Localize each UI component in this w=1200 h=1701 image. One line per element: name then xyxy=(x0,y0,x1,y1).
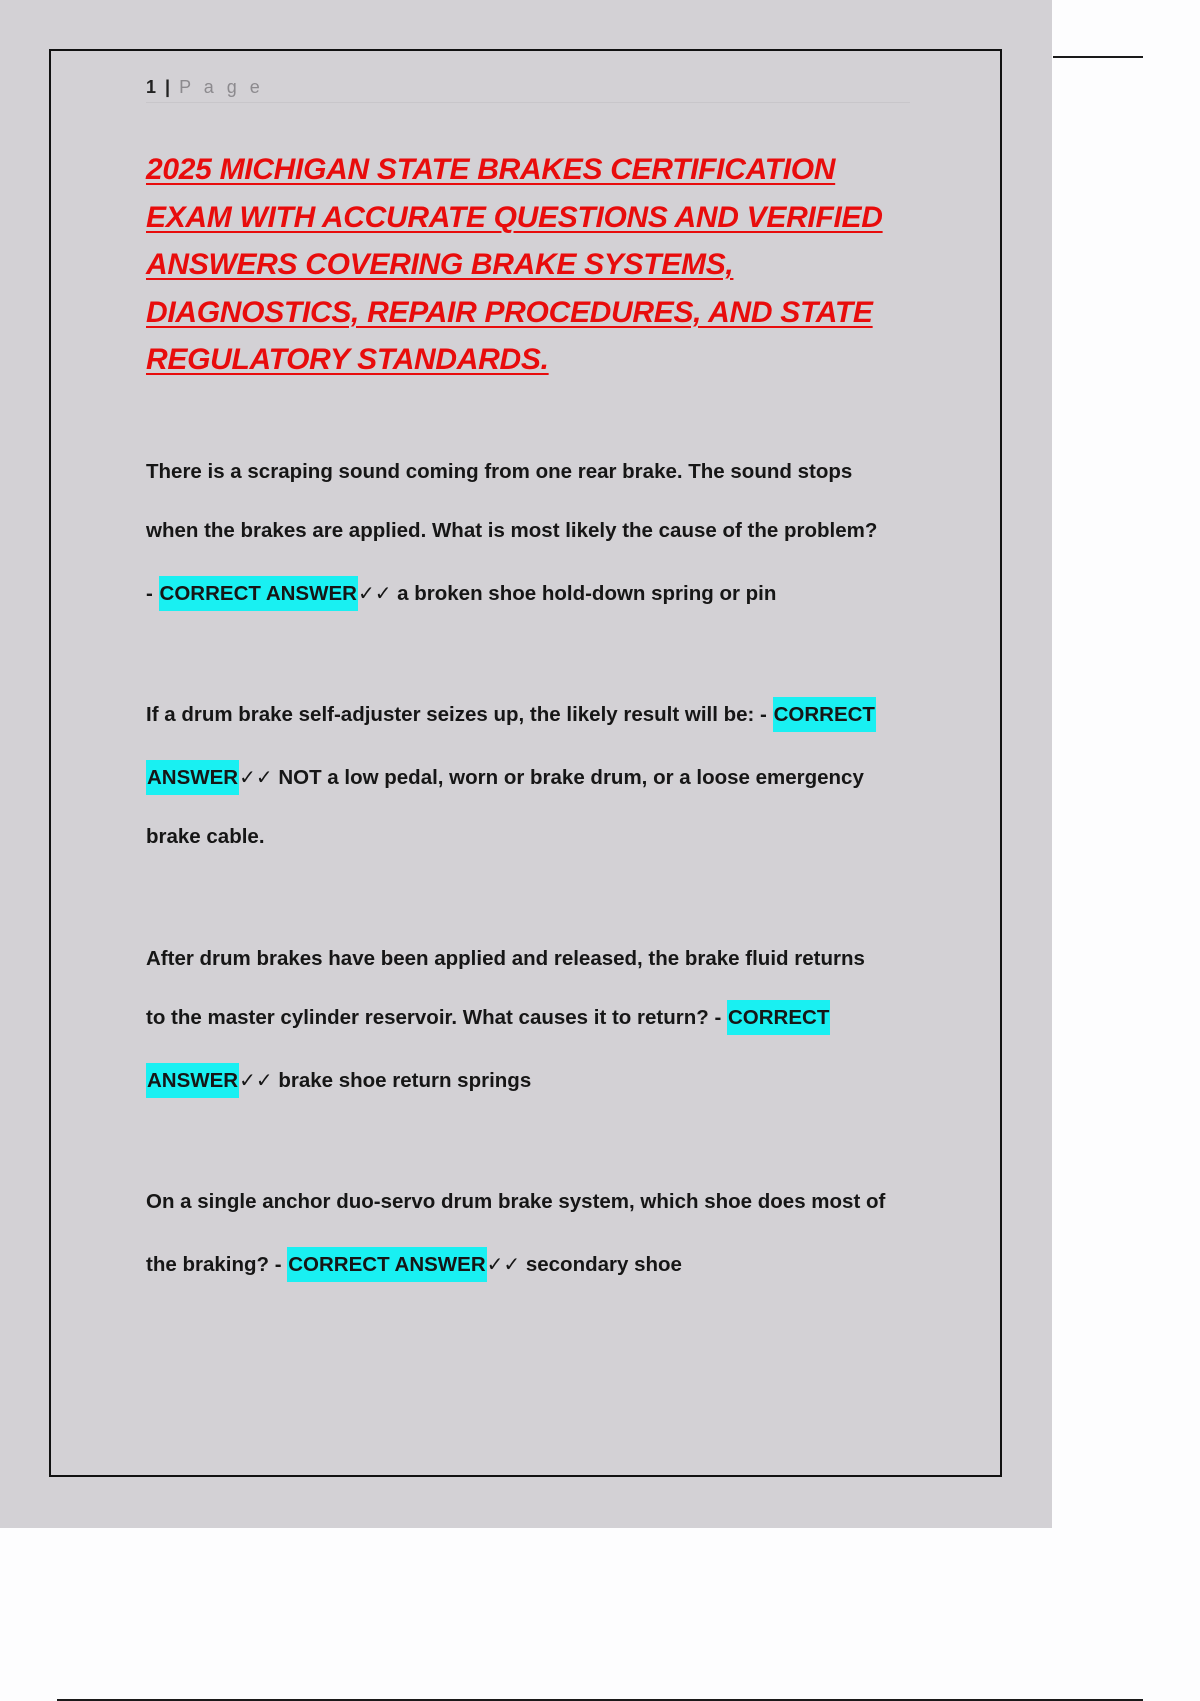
question-text: On a single anchor duo-servo drum brake system, which shoe does most of xyxy=(146,1190,886,1213)
correct-answer-label: CORRECT xyxy=(727,1000,830,1035)
answer-line xyxy=(146,765,864,790)
correct-answer-label: CORRECT ANSWER xyxy=(287,1247,486,1282)
question-text xyxy=(146,703,876,727)
question-text-part: If a drum brake self-adjuster seizes up, the likely result will be: - xyxy=(146,703,773,726)
page-number: 1 xyxy=(146,77,157,97)
answer-text: brake shoe return springs xyxy=(272,1069,532,1092)
question-text xyxy=(146,1006,830,1030)
question-text-part: to the master cylinder reservoir. What causes it to return? - xyxy=(146,1006,727,1029)
question-text: After drum brakes have been applied and released, the brake fluid returns xyxy=(146,947,865,970)
question-text: when the brakes are applied. What is most likely the cause of the problem? xyxy=(146,519,878,542)
title-line: EXAM WITH ACCURATE QUESTIONS AND VERIFIED xyxy=(146,200,883,234)
answer-line xyxy=(146,581,776,606)
answer-text: NOT a low pedal, worn or brake drum, or a loose emergency xyxy=(272,766,864,789)
title-line: DIAGNOSTICS, REPAIR PROCEDURES, AND STATE xyxy=(146,295,873,329)
page-separator: | xyxy=(165,77,171,97)
answer-text: brake cable. xyxy=(146,825,265,848)
correct-answer-label: ANSWER xyxy=(146,760,239,795)
page-header xyxy=(146,72,910,103)
page-word: P a g e xyxy=(179,77,264,97)
answer-text: a broken shoe hold-down spring or pin xyxy=(391,582,777,605)
title-line: REGULATORY STANDARDS. xyxy=(146,343,549,376)
title-line: ANSWERS COVERING BRAKE SYSTEMS, xyxy=(146,248,734,281)
answer-text: secondary shoe xyxy=(520,1253,682,1276)
answer-line xyxy=(146,1252,682,1277)
answer-prefix: - xyxy=(146,582,159,605)
title-line: 2025 MICHIGAN STATE BRAKES CERTIFICATION xyxy=(146,153,836,186)
correct-answer-label: CORRECT ANSWER xyxy=(159,576,358,611)
checkmark-icon: ✓✓ xyxy=(239,765,273,789)
question-text: There is a scraping sound coming from one rear brake. The sound stops xyxy=(146,460,853,483)
page-edge-rule xyxy=(1053,56,1143,58)
correct-answer-label: CORRECT xyxy=(773,697,876,732)
document-title xyxy=(146,146,926,384)
answer-line xyxy=(146,1068,531,1093)
question-text-part: the braking? - xyxy=(146,1253,288,1276)
correct-answer-label: ANSWER xyxy=(146,1063,239,1098)
checkmark-icon: ✓✓ xyxy=(239,1068,273,1092)
checkmark-icon: ✓✓ xyxy=(486,1252,521,1276)
checkmark-icon: ✓✓ xyxy=(357,581,392,605)
